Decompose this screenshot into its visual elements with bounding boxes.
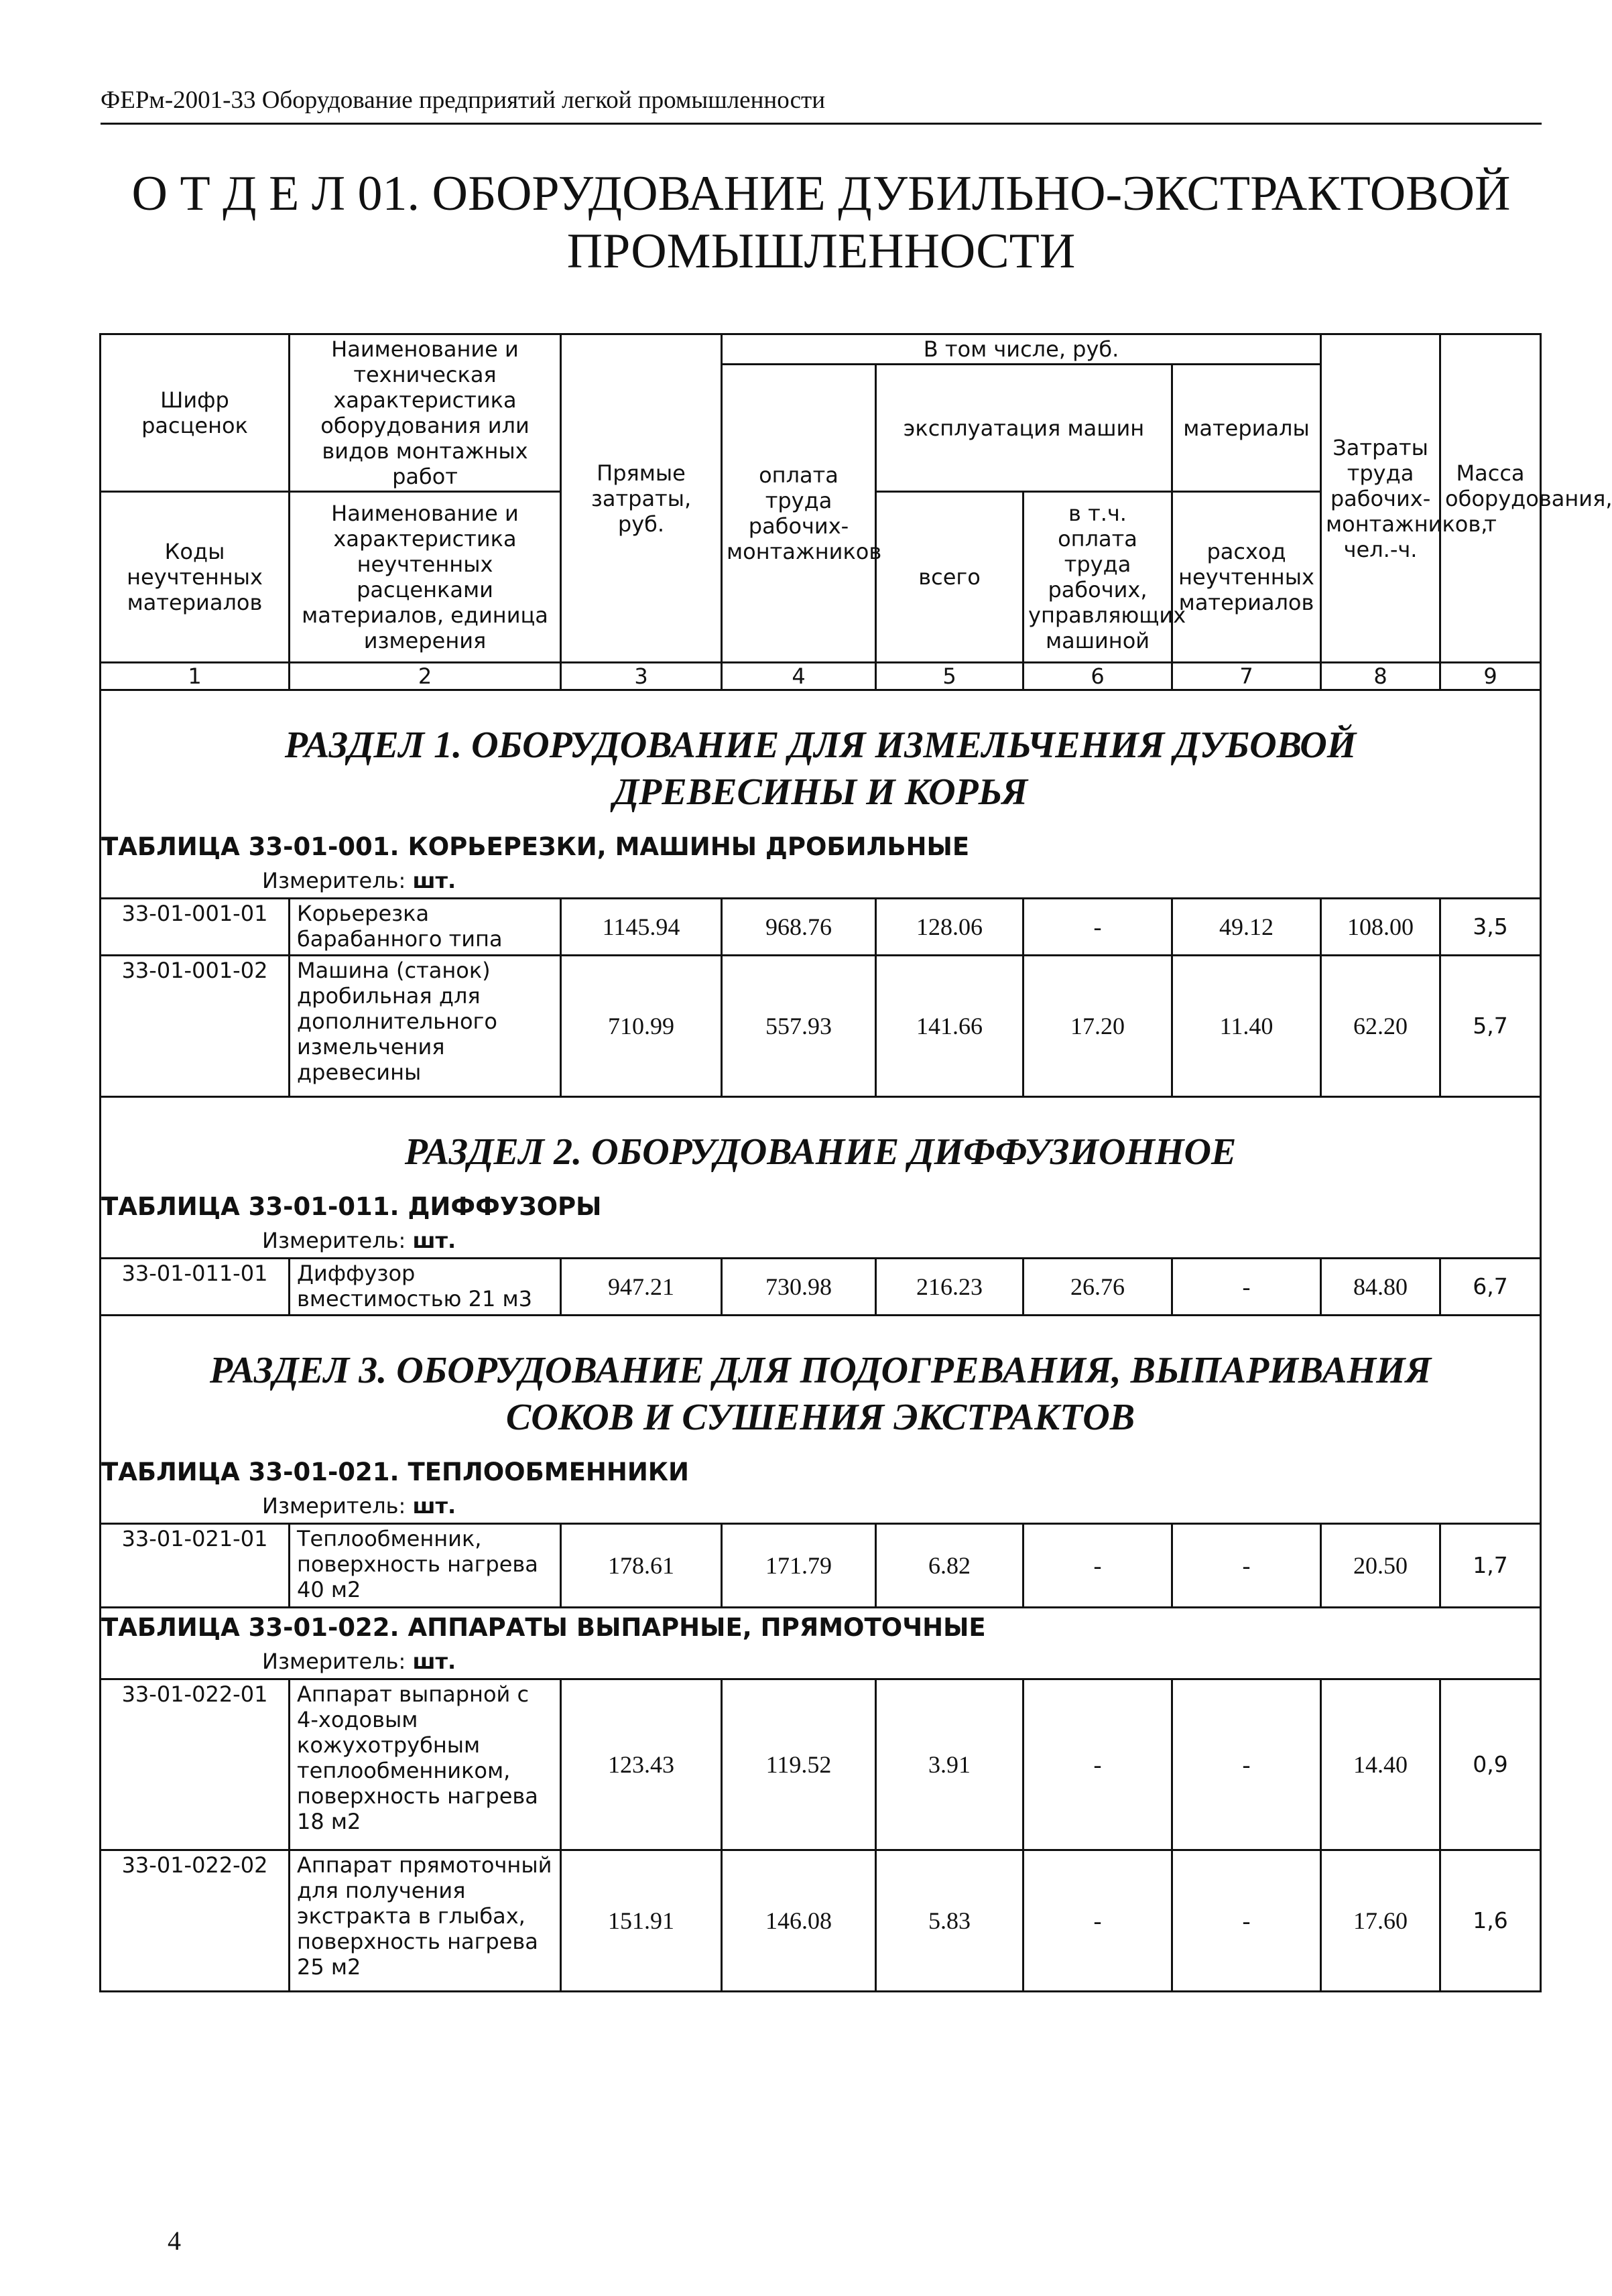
measure-unit: шт. [412,1649,456,1674]
machines-labor: - [1024,899,1172,956]
rate-row [101,1850,1541,1992]
materials-cost: - [1172,1524,1321,1608]
equipment-mass: 5,7 [1440,956,1541,1097]
labor-wages: 146.08 [722,1850,876,1992]
machines-total: 6.82 [876,1524,1024,1608]
machines-total: 216.23 [876,1259,1024,1316]
machines-total: 5.83 [876,1850,1024,1992]
measure-line [101,1488,1540,1523]
section-title [101,691,1540,822]
section-header-row [101,1097,1541,1259]
rate-code: 33-01-021-01 [101,1524,290,1608]
section-header-cell [101,1316,1541,1524]
column-number: 7 [1172,663,1321,690]
machines-total: 141.66 [876,956,1024,1097]
section-title-line-1: РАЗДЕЛ 2. ОБОРУДОВАНИЕ ДИФФУЗИОННОЕ [404,1131,1237,1173]
rates-table [99,333,1612,1992]
equipment-mass: 0,9 [1440,1679,1541,1850]
rate-code: 33-01-022-02 [101,1850,290,1992]
labor-hours: 108.00 [1321,899,1440,956]
rate-row [101,1259,1541,1316]
header-machines-total: всего [876,492,1024,663]
measure-line [101,863,1540,897]
section-title-line-1: РАЗДЕЛ 3. ОБОРУДОВАНИЕ ДЛЯ ПОДОГРЕВАНИЯ, ВЫПАРИВАНИЯ [209,1350,1432,1391]
rate-code: 33-01-022-01 [101,1679,290,1850]
measure-label: Измеритель: [262,1649,406,1674]
measure-label: Измеритель: [262,1228,406,1253]
direct-costs: 947.21 [561,1259,722,1316]
materials-cost: 11.40 [1172,956,1321,1097]
rate-name: Машина (станок) дробильная для дополнительного измельчения древесины [290,956,561,1097]
direct-costs: 710.99 [561,956,722,1097]
page-number: 4 [168,2226,181,2256]
header-direct-costs: Прямые затраты, руб. [561,334,722,663]
direct-costs: 151.91 [561,1850,722,1992]
page-title-line-1: О Т Д Е Л 01. ОБОРУДОВАНИЕ ДУБИЛЬНО-ЭКСТРАКТОВОЙ [131,166,1511,221]
direct-costs: 1145.94 [561,899,722,956]
labor-wages: 171.79 [722,1524,876,1608]
running-header: ФЕРм-2001-33 Оборудование предприятий легкой промышленности [101,86,826,114]
header-including: В том числе, руб. [722,334,1321,365]
section-header-cell [101,1608,1541,1679]
page-title-line-2: ПРОМЫШЛЕННОСТИ [566,224,1076,279]
equipment-mass: 1,6 [1440,1850,1541,1992]
column-number: 3 [561,663,722,690]
machines-labor: - [1024,1850,1172,1992]
column-number: 1 [101,663,290,690]
rate-row [101,899,1541,956]
header-machines: эксплуатация машин [876,365,1172,492]
header-labor-hours: Затраты труда рабочих-монтажников, чел.-ч. [1321,334,1440,663]
rate-code: 33-01-011-01 [101,1259,290,1316]
labor-wages: 557.93 [722,956,876,1097]
section-header-row [101,1608,1541,1679]
rate-name: Теплообменник, поверхность нагрева 40 м2 [290,1524,561,1608]
machines-labor: - [1024,1524,1172,1608]
section-header-row [101,690,1541,899]
measure-label: Измеритель: [262,1493,406,1519]
rate-row [101,1679,1541,1850]
labor-hours: 84.80 [1321,1259,1440,1316]
direct-costs: 123.43 [561,1679,722,1850]
table-title: ТАБЛИЦА 33-01-022. АППАРАТЫ ВЫПАРНЫЕ, ПРЯМОТОЧНЫЕ [101,1613,986,1642]
labor-wages: 119.52 [722,1679,876,1850]
section-title [101,1098,1540,1182]
column-number: 2 [290,663,561,690]
column-number: 8 [1321,663,1440,690]
rate-row [101,956,1541,1097]
direct-costs: 178.61 [561,1524,722,1608]
measure-unit: шт. [412,1228,456,1253]
machines-total: 128.06 [876,899,1024,956]
rate-code: 33-01-001-02 [101,956,290,1097]
equipment-mass: 1,7 [1440,1524,1541,1608]
machines-labor: 17.20 [1024,956,1172,1097]
section-title-line-2: ДРЕВЕСИНЫ И КОРЬЯ [613,771,1028,813]
section-title [101,1316,1540,1448]
section-title-line-2: СОКОВ И СУШЕНИЯ ЭКСТРАКТОВ [505,1397,1135,1438]
page-title [101,165,1542,280]
section-title-line-1: РАЗДЕЛ 1. ОБОРУДОВАНИЕ ДЛЯ ИЗМЕЛЬЧЕНИЯ ДУБОВОЙ [284,724,1357,766]
section-header-cell [101,1097,1541,1259]
header-row-1 [101,334,1541,365]
section-header-row [101,1316,1541,1524]
header-code: Шифр расценок [101,334,290,492]
header-unaccounted-codes: Коды неучтенных материалов [101,492,290,663]
header-name: Наименование и техническая характеристика оборудования или видов монтажных работ [290,334,561,492]
section-header-cell [101,690,1541,899]
header-unaccounted-name: Наименование и характеристика неучтенных расценками материалов, единица измерения [290,492,561,663]
header-rule [101,123,1542,125]
header-materials: материалы [1172,365,1321,492]
equipment-mass: 6,7 [1440,1259,1541,1316]
column-number: 5 [876,663,1024,690]
table-title: ТАБЛИЦА 33-01-021. ТЕПЛООБМЕННИКИ [101,1458,689,1486]
labor-wages: 968.76 [722,899,876,956]
column-number: 4 [722,663,876,690]
labor-hours: 20.50 [1321,1524,1440,1608]
rate-name: Аппарат прямоточный для получения экстракта в глыбах, поверхность нагрева 25 м2 [290,1850,561,1992]
header-mass: Масса оборудования, т [1440,334,1541,663]
materials-cost: - [1172,1679,1321,1850]
column-number: 6 [1024,663,1172,690]
labor-hours: 62.20 [1321,956,1440,1097]
labor-hours: 14.40 [1321,1679,1440,1850]
machines-total: 3.91 [876,1679,1024,1850]
rate-code: 33-01-001-01 [101,899,290,956]
materials-cost: - [1172,1850,1321,1992]
rate-name: Аппарат выпарной с 4-ходовым кожухотрубным теплообменником, поверхность нагрева 18 м2 [290,1679,561,1850]
machines-labor: 26.76 [1024,1259,1172,1316]
measure-line [101,1222,1540,1257]
measure-unit: шт. [412,1493,456,1519]
measure-unit: шт. [412,868,456,893]
materials-cost: 49.12 [1172,899,1321,956]
table-title: ТАБЛИЦА 33-01-001. КОРЬЕРЕЗКИ, МАШИНЫ ДРОБИЛЬНЫЕ [101,832,970,861]
materials-cost: - [1172,1259,1321,1316]
rate-name: Диффузор вместимостью 21 м3 [290,1259,561,1316]
header-labor-wages: оплата труда рабочих-монтажников [722,365,876,663]
rate-name: Корьерезка барабанного типа [290,899,561,956]
header-machines-labor: в т.ч. оплата труда рабочих, управляющих машиной [1024,492,1172,663]
labor-wages: 730.98 [722,1259,876,1316]
labor-hours: 17.60 [1321,1850,1440,1992]
machines-labor: - [1024,1679,1172,1850]
rate-row [101,1524,1541,1608]
equipment-mass: 3,5 [1440,899,1541,956]
measure-label: Измеритель: [262,868,406,893]
table-title: ТАБЛИЦА 33-01-011. ДИФФУЗОРЫ [101,1192,602,1221]
header-unaccounted-materials: расход неучтенных материалов [1172,492,1321,663]
measure-line [101,1643,1540,1678]
column-number: 9 [1440,663,1541,690]
column-numbers-row [101,663,1541,690]
